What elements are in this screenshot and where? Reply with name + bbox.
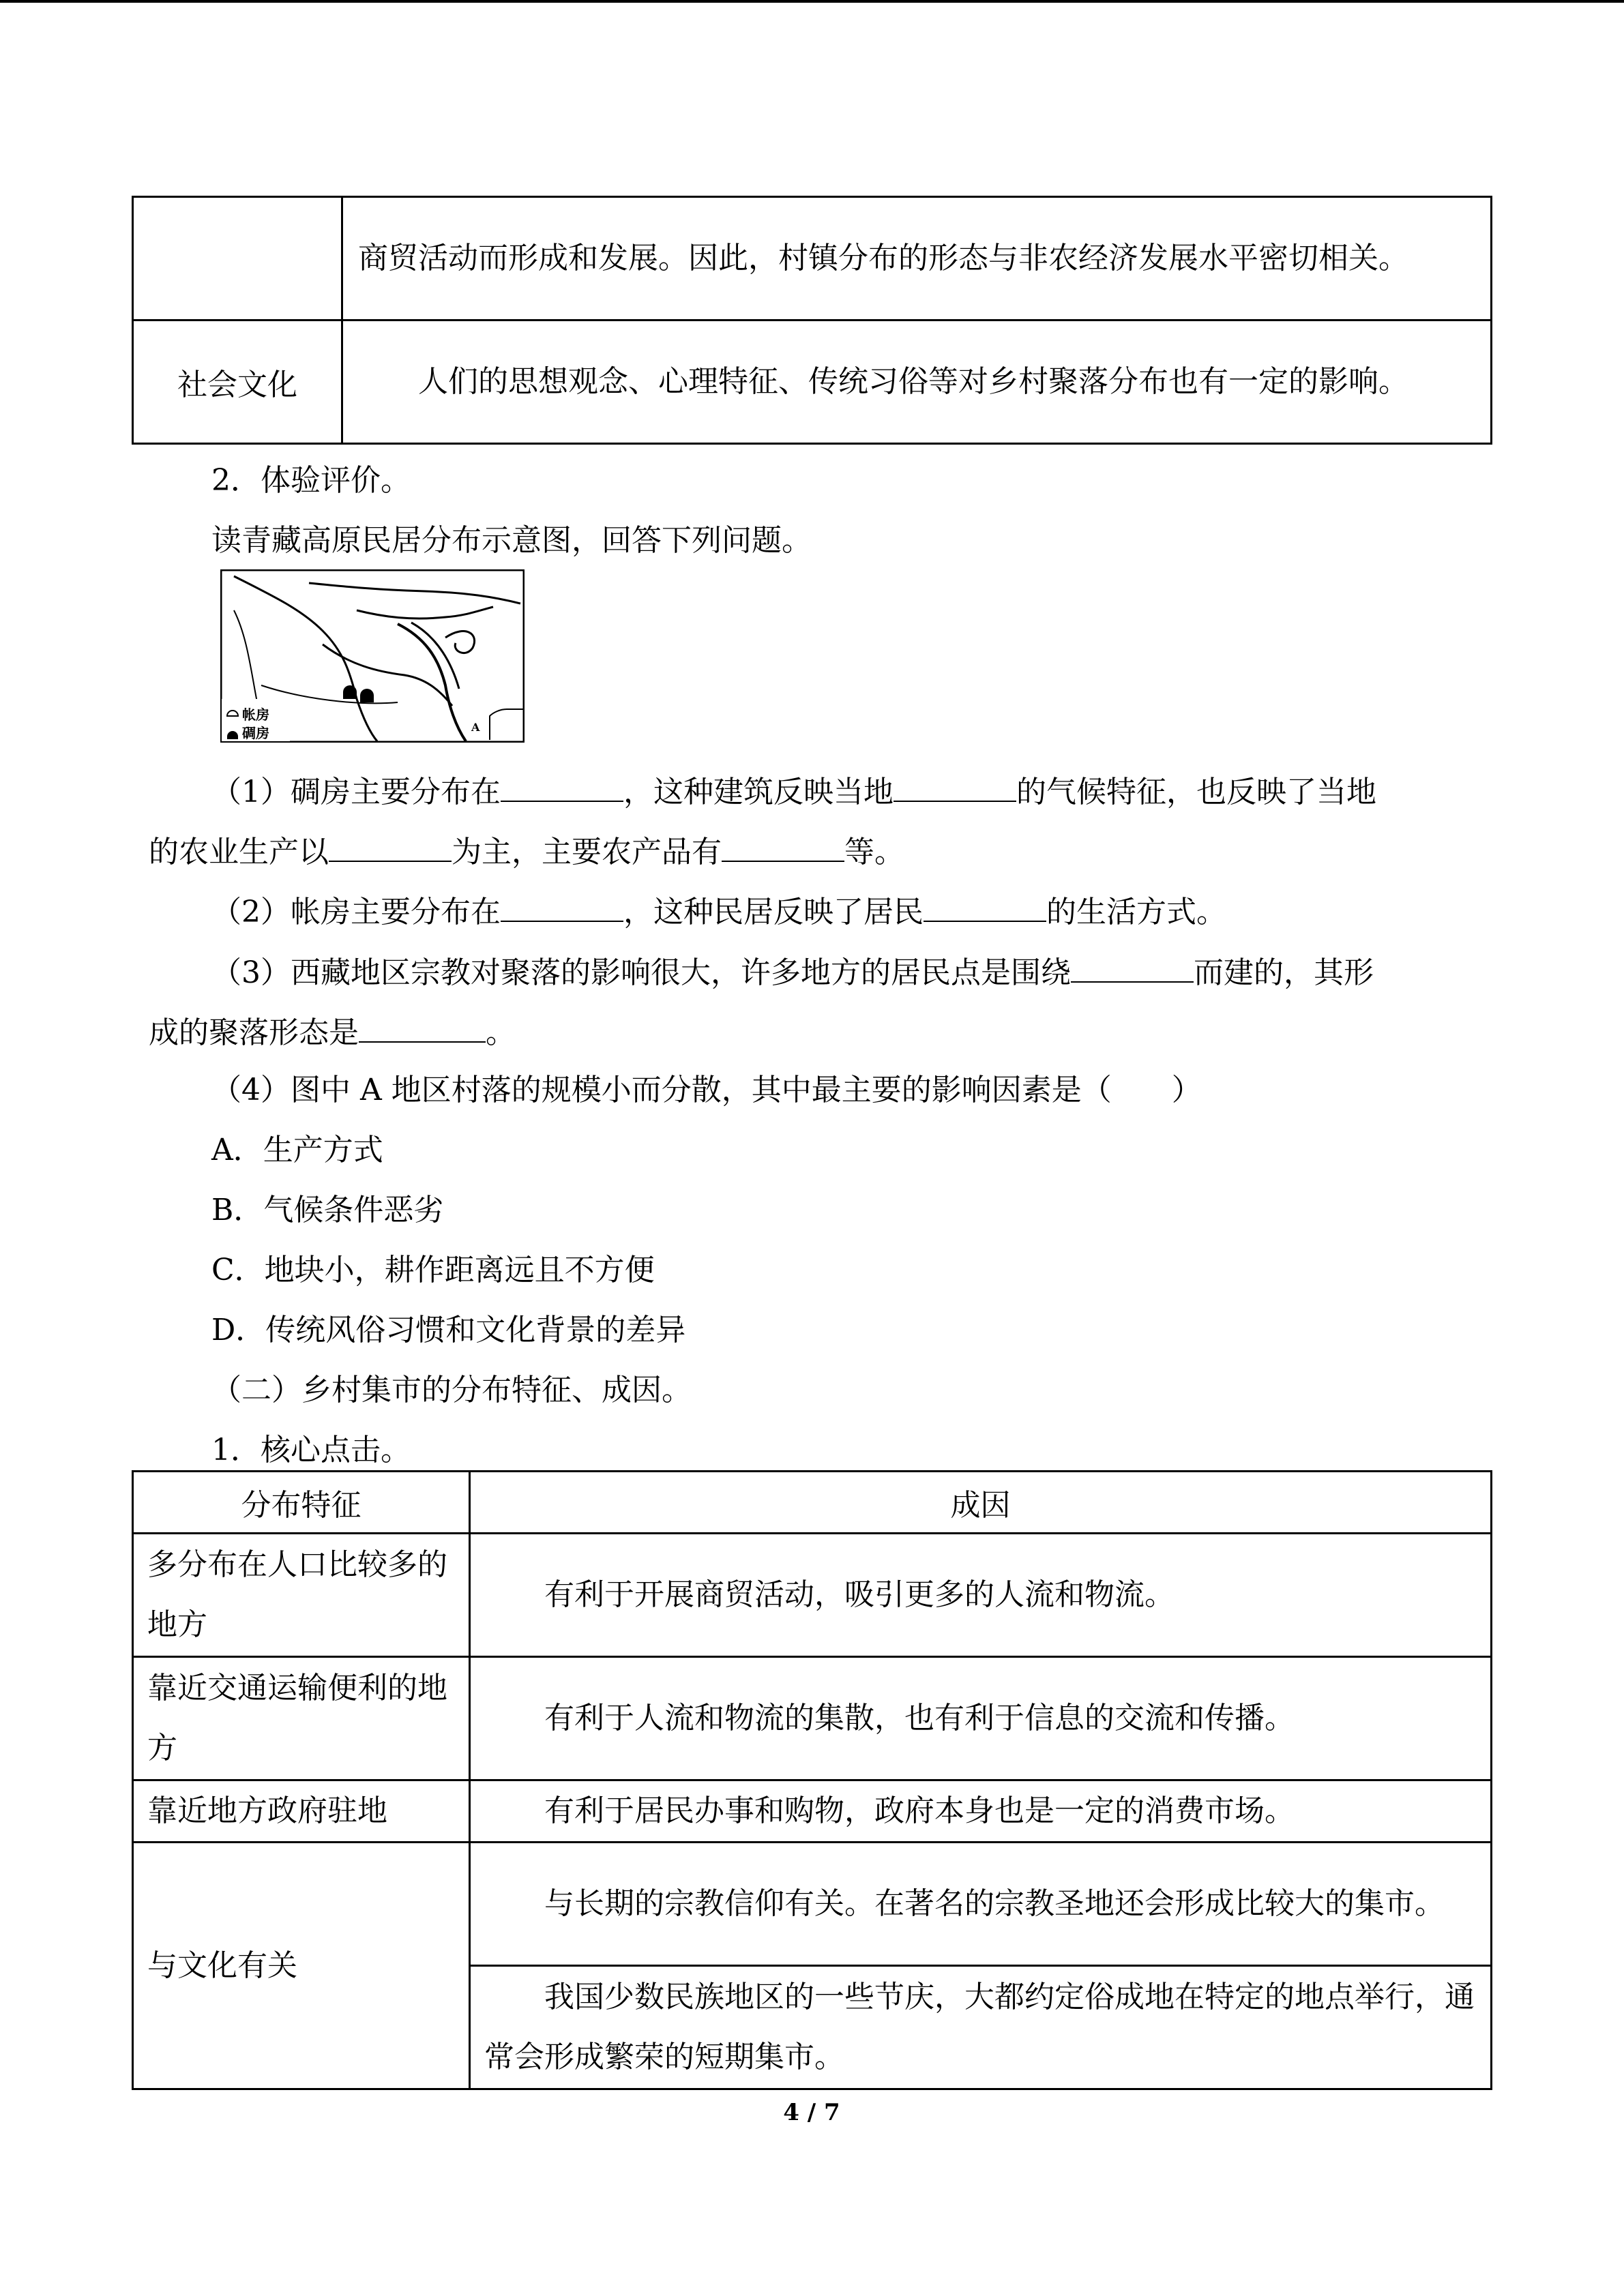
table-row xyxy=(133,1780,1492,1843)
answer-blank[interactable] xyxy=(1071,940,1194,983)
reason-cell: 我国少数民族地区的一些节庆，大都约定俗成地在特定的地点举行，通常会形成繁荣的短期集市。 xyxy=(470,1966,1492,2089)
reason-cell: 有利于人流和物流的集散，也有利于信息的交流和传播。 xyxy=(470,1657,1492,1780)
question-1-line-1: （1）碉房主要分布在 ，这种建筑反映当地 的气候特征，也反映了当地 xyxy=(211,760,1376,822)
feature-cell: 靠近交通运输便利的地方 xyxy=(133,1657,470,1780)
question-3-line-1: （3）西藏地区宗教对聚落的影响很大，许多地方的居民点是围绕 而建的，其形 xyxy=(211,940,1374,1003)
reason-cell: 与长期的宗教信仰有关。在著名的宗教圣地还会形成比较大的集市。 xyxy=(470,1843,1492,1966)
map-label-a: A xyxy=(471,721,480,734)
section-heading: 1．核心点击。 xyxy=(211,1433,411,1467)
answer-blank[interactable] xyxy=(329,820,452,862)
option-d[interactable]: D．传统风俗习惯和文化背景的差异 xyxy=(211,1313,686,1347)
answer-blank[interactable] xyxy=(501,760,623,802)
table-cell-factor: 社会文化 xyxy=(133,320,342,444)
reason-cell: 有利于开展商贸活动，吸引更多的人流和物流。 xyxy=(470,1534,1492,1657)
table-row xyxy=(133,1657,1492,1780)
stone-house-icon xyxy=(360,689,374,702)
legend-tent-label: 帐房 xyxy=(242,706,269,723)
table-cell-empty xyxy=(133,197,342,320)
cell-text: 商贸活动而形成和发展。因此，村镇分布的形态与非农经济发展水平密切相关。 xyxy=(358,241,1408,275)
answer-blank[interactable] xyxy=(722,820,844,862)
cell-text: 人们的思想观念、心理特征、传统习俗等对乡村聚落分布也有一定的影响。 xyxy=(418,364,1408,399)
table-cell xyxy=(342,197,1492,320)
legend-stone-label: 碉房 xyxy=(242,725,269,741)
option-b[interactable]: B．气候条件恶劣 xyxy=(211,1193,444,1227)
question-2: （2）帐房主要分布在 ，这种民居反映了居民 的生活方式。 xyxy=(211,880,1226,942)
intro-text: 读青藏高原民居分布示意图，回答下列问题。 xyxy=(211,523,812,558)
reason-cell: 有利于居民办事和购物，政府本身也是一定的消费市场。 xyxy=(470,1780,1492,1843)
column-header: 分布特征 xyxy=(133,1472,470,1534)
table-header-row xyxy=(133,1472,1492,1534)
question-4-stem: （4）图中 A 地区村落的规模小而分散，其中最主要的影响因素是（ ） xyxy=(211,1073,1202,1107)
question-1-line-2: 的农业生产以 为主，主要农产品有 等。 xyxy=(149,820,904,882)
tent-icon xyxy=(227,711,238,716)
question-3-line-2: 成的聚落形态是 。 xyxy=(149,1000,516,1063)
answer-blank[interactable] xyxy=(359,1000,486,1043)
feature-cell: 与文化有关 xyxy=(133,1843,470,2089)
page-number: 4 / 7 xyxy=(783,2099,840,2126)
feature-cell: 靠近地方政府驻地 xyxy=(133,1780,470,1843)
stone-house-icon xyxy=(343,685,357,699)
table-cell xyxy=(342,320,1492,444)
section-heading: （二）乡村集市的分布特征、成因。 xyxy=(211,1373,692,1407)
option-c[interactable]: C．地块小，耕作距离远且不方便 xyxy=(211,1253,655,1287)
section-heading: 2．体验评价。 xyxy=(211,463,411,498)
feature-cell: 多分布在人口比较多的地方 xyxy=(133,1534,470,1657)
page-top-border xyxy=(0,0,1624,3)
answer-blank[interactable] xyxy=(924,880,1046,922)
table-row xyxy=(133,320,1492,444)
factor-table xyxy=(132,196,1492,445)
qinghai-tibet-dwelling-map xyxy=(220,569,525,743)
table-row xyxy=(133,1534,1492,1657)
answer-blank[interactable] xyxy=(894,760,1016,802)
column-header: 成因 xyxy=(470,1472,1492,1534)
table-row xyxy=(133,197,1492,320)
table-row xyxy=(133,1843,1492,1966)
option-a[interactable]: A．生产方式 xyxy=(211,1133,383,1167)
market-table xyxy=(132,1470,1492,2090)
answer-blank[interactable] xyxy=(501,880,623,922)
